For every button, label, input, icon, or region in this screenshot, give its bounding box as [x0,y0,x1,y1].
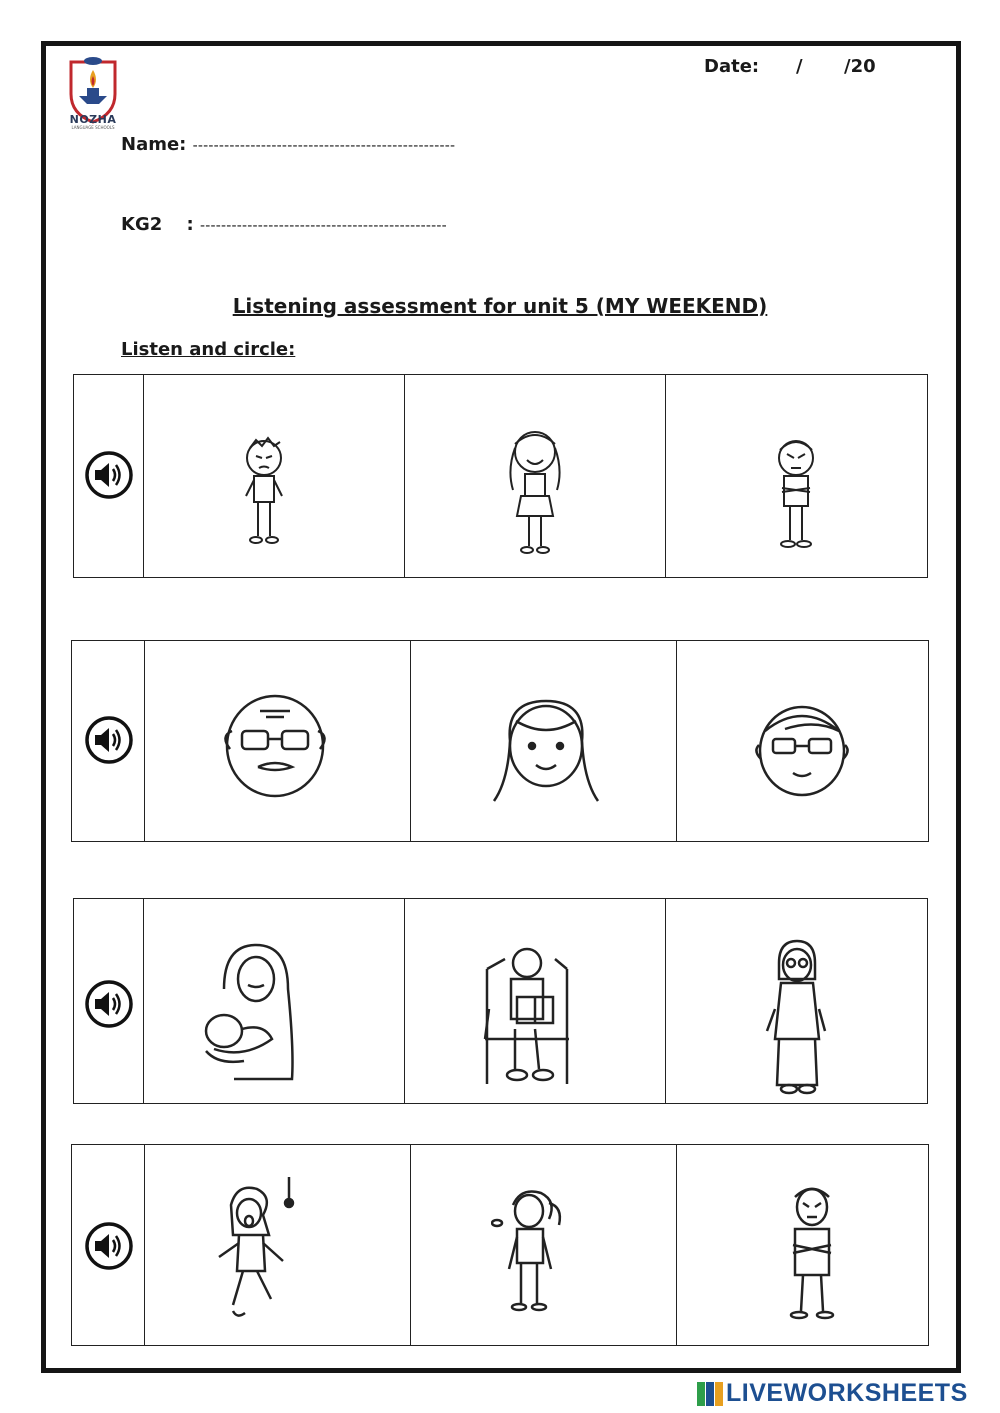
name-field[interactable] [121,134,455,155]
liveworksheets-brand: LIVEWORKSHEETS [726,1379,968,1407]
angry-boy-picture[interactable] [224,430,304,550]
option-cell[interactable] [143,899,405,1103]
name-label: Name: [121,134,187,155]
date-year: /20 [844,56,876,77]
logo-text: NOZHA [69,113,117,126]
grandmother-picture[interactable] [761,939,831,1099]
option-cell[interactable] [144,1145,411,1345]
logo-subtext: LANGUAGE SCHOOLS [71,125,115,130]
date-slash: / [796,56,803,77]
question-row-1 [73,374,928,578]
mother-with-baby-picture[interactable] [194,939,304,1089]
question-row-4 [71,1144,929,1346]
option-cell[interactable] [143,375,405,577]
date-field [704,56,876,77]
speaker-icon[interactable] [84,450,134,500]
date-label: Date: [704,56,760,77]
happy-girl-picture[interactable] [485,420,585,560]
girl-face-picture[interactable] [486,691,606,811]
option-cell[interactable] [676,1145,928,1345]
speaker-icon[interactable] [84,715,134,765]
class-line[interactable]: ----------------------------------------------- [200,218,447,234]
question-row-3 [73,898,928,1104]
father-face-picture[interactable] [745,701,860,801]
speaker-icon[interactable] [84,979,134,1029]
angry-boy-arms-crossed-picture[interactable] [756,430,836,555]
option-cell[interactable] [410,641,677,841]
instruction: Listen and circle: [121,339,296,360]
grandpa-reading-picture[interactable] [475,939,585,1089]
class-colon: : [186,214,194,235]
angry-boy-picture[interactable] [777,1183,847,1323]
option-cell[interactable] [665,899,927,1103]
option-cell[interactable] [665,375,927,577]
option-cell[interactable] [410,1145,677,1345]
option-cell[interactable] [676,641,928,841]
tired-girl-picture[interactable] [491,1185,571,1315]
name-line[interactable]: -------------------------------------------------- [192,138,456,154]
page-title: Listening assessment for unit 5 (MY WEEKEND) [232,294,768,318]
speaker-icon[interactable] [84,1221,134,1271]
class-field[interactable] [121,214,447,235]
grandfather-face-picture[interactable] [210,691,340,801]
option-cell[interactable] [404,375,666,577]
scared-girl-picture[interactable] [213,1175,303,1330]
liveworksheets-logo-icon [697,1380,723,1408]
option-cell[interactable] [404,899,666,1103]
option-cell[interactable] [144,641,411,841]
class-label: KG2 [121,214,163,235]
question-row-2 [71,640,929,842]
